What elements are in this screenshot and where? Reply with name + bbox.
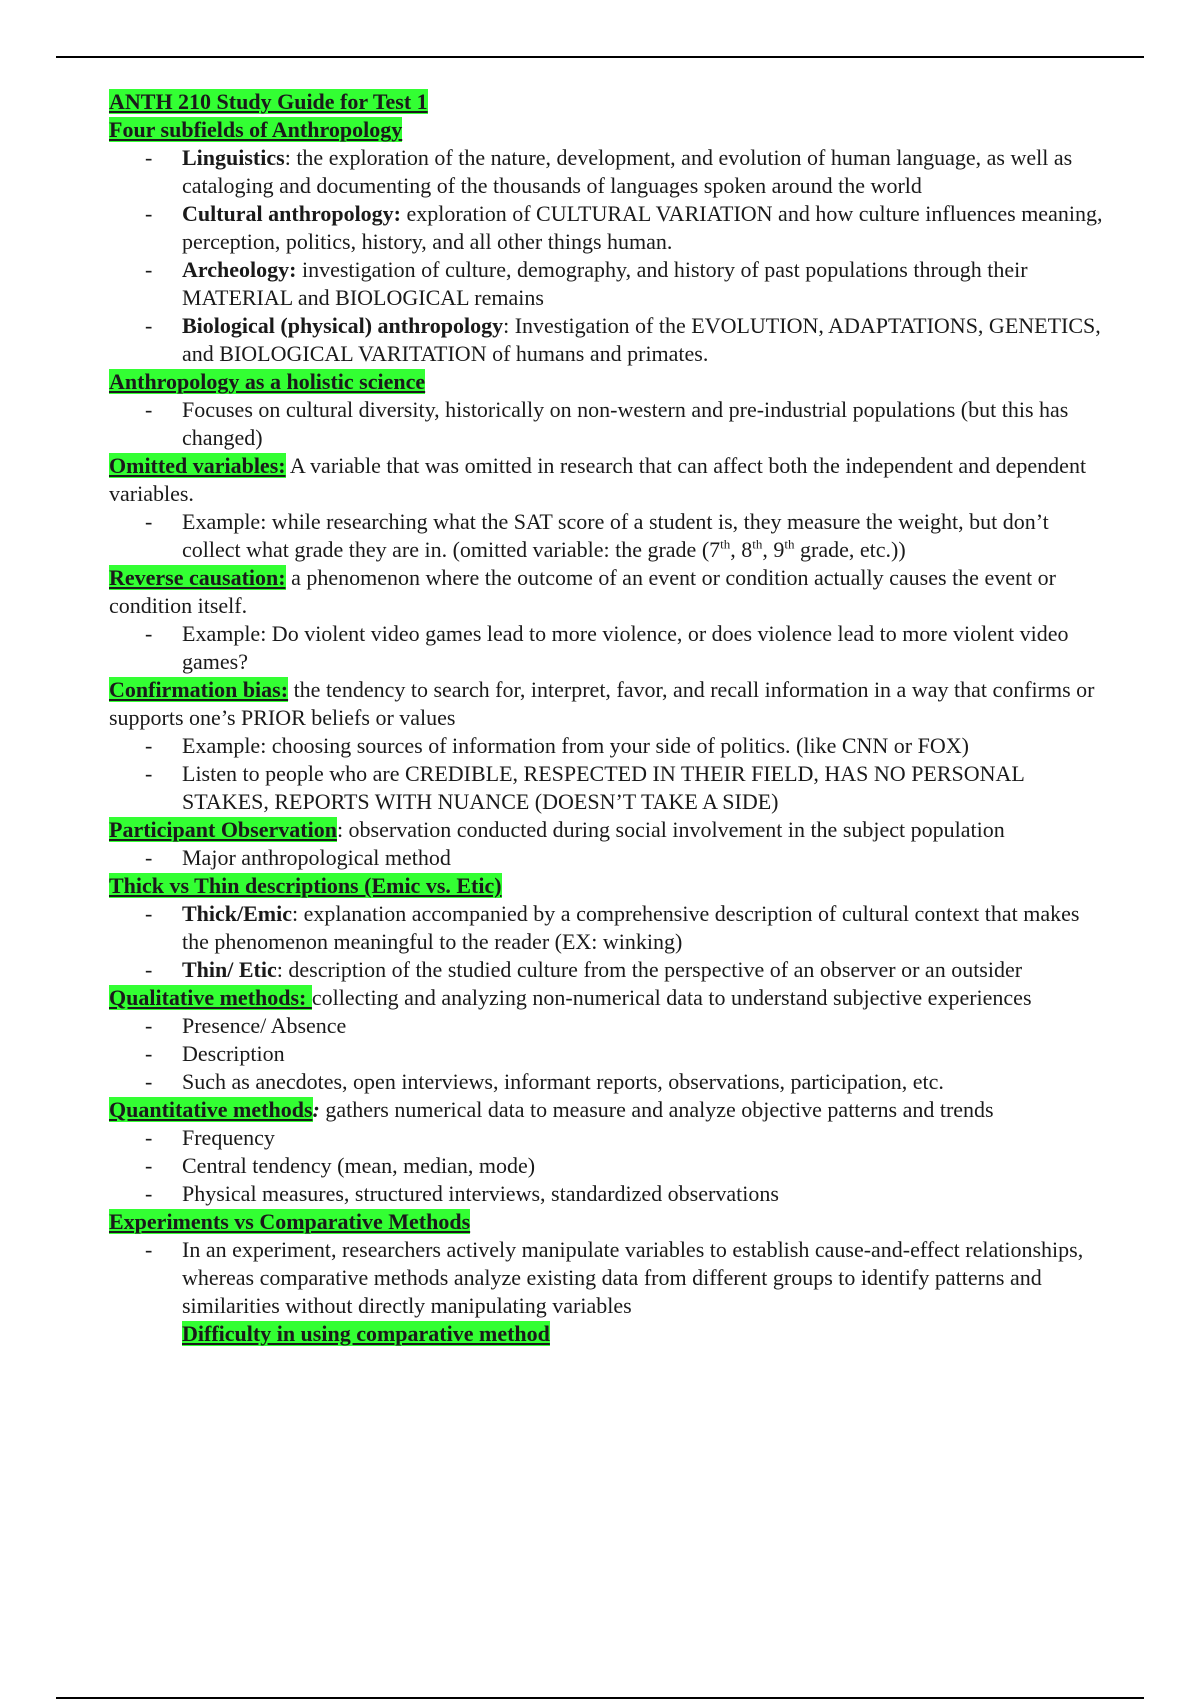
list-item: - Example: choosing sources of information from your side of politics. (like CNN or FOX) bbox=[109, 732, 1109, 760]
list-item bbox=[109, 256, 1109, 312]
term: Cultural anthropology: bbox=[182, 201, 402, 226]
term: Thick/Emic bbox=[182, 901, 293, 926]
study-guide-page bbox=[109, 88, 1109, 1348]
participant-definition: : observation conducted during social involvement in the subject population bbox=[336, 817, 1005, 842]
qualitative-heading-text: Qualitative methods: bbox=[109, 985, 312, 1010]
experiments-heading-text: Experiments vs Comparative Methods bbox=[109, 1209, 471, 1234]
list-item bbox=[109, 956, 1109, 984]
list-item: - Major anthropological method bbox=[109, 844, 1109, 872]
list-item: - Central tendency (mean, median, mode) bbox=[109, 1152, 1109, 1180]
list-item: - Such as anecdotes, open interviews, informant reports, observations, participation, etc. bbox=[109, 1068, 1109, 1096]
section-subfields-heading bbox=[109, 116, 1109, 144]
reverse-definition: a phenomenon where the outcome of an event or condition actually causes the event or condition itself. bbox=[109, 565, 1056, 618]
holistic-list bbox=[109, 396, 1109, 452]
subfields-list bbox=[109, 144, 1109, 368]
list-item: - Frequency bbox=[109, 1124, 1109, 1152]
confirmation-heading-text: Confirmation bias: bbox=[109, 677, 289, 702]
term: Thin/ Etic bbox=[182, 957, 277, 982]
bottom-rule bbox=[56, 1697, 1144, 1699]
list-item bbox=[109, 312, 1109, 368]
section-quantitative bbox=[109, 1096, 1109, 1124]
thick-list bbox=[109, 900, 1109, 984]
title-highlight: ANTH 210 Study Guide for Test 1 bbox=[109, 89, 428, 114]
section-confirmation bbox=[109, 676, 1109, 732]
section-omitted bbox=[109, 452, 1109, 508]
example-text: grade, etc.)) bbox=[794, 537, 906, 562]
section-experiments-heading bbox=[109, 1208, 1109, 1236]
qualitative-list bbox=[109, 1012, 1109, 1096]
confirmation-definition: the tendency to search for, interpret, favor, and recall information in a way that confirms or supports one’s PRIOR beliefs or values bbox=[109, 677, 1095, 730]
participant-heading-text: Participant Observation bbox=[109, 817, 337, 842]
definition: : description of the studied culture from the perspective of an observer or an outsider bbox=[276, 957, 1023, 982]
term: Archeology: bbox=[182, 257, 297, 282]
definition: : explanation accompanied by a comprehensive description of cultural context that makes the phenomenon meaningful to the reader (EX: winking) bbox=[182, 901, 1080, 954]
quantitative-colon: : bbox=[312, 1097, 320, 1122]
list-item: - Physical measures, structured interviews, standardized observations bbox=[109, 1180, 1109, 1208]
term: Biological (physical) anthropology bbox=[182, 313, 504, 338]
superscript: th bbox=[752, 536, 763, 552]
document-title bbox=[109, 88, 1109, 116]
superscript: th bbox=[784, 536, 795, 552]
list-item: - Description bbox=[109, 1040, 1109, 1068]
quantitative-list bbox=[109, 1124, 1109, 1208]
list-item bbox=[109, 200, 1109, 256]
section-reverse bbox=[109, 564, 1109, 620]
list-item bbox=[109, 144, 1109, 200]
qualitative-definition: collecting and analyzing non-numerical data to understand subjective experiences bbox=[311, 985, 1032, 1010]
section-qualitative bbox=[109, 984, 1109, 1012]
definition: exploration of CULTURAL VARIATION and how culture influences meaning, perception, politics, history, and all other things human. bbox=[182, 201, 1103, 254]
definition: : Investigation of the EVOLUTION, ADAPTATIONS, GENETICS, and BIOLOGICAL VARITATION of humans and primates. bbox=[182, 313, 1101, 366]
reverse-heading-text: Reverse causation: bbox=[109, 565, 286, 590]
omitted-definition: A variable that was omitted in research that can affect both the independent and dependent variables. bbox=[109, 453, 1087, 506]
list-item bbox=[109, 508, 1109, 564]
definition: investigation of culture, demography, and history of past populations through their MATERIAL and BIOLOGICAL remains bbox=[182, 257, 1028, 310]
example-text: Example: while researching what the SAT score of a student is, they measure the weight, but don’t collect what grade they are in. (omitted variable: the grade (7 bbox=[182, 509, 1049, 562]
quantitative-heading-text: Quantitative methods bbox=[109, 1097, 313, 1122]
participant-list bbox=[109, 844, 1109, 872]
omitted-list bbox=[109, 508, 1109, 564]
list-item bbox=[109, 900, 1109, 956]
comparative-difficulty-subheading bbox=[109, 1320, 1109, 1348]
term: Linguistics bbox=[182, 145, 285, 170]
section-holistic-heading bbox=[109, 368, 1109, 396]
thick-heading-text: Thick vs Thin descriptions (Emic vs. Etic) bbox=[109, 873, 502, 898]
experiments-list bbox=[109, 1236, 1109, 1320]
list-item: - Presence/ Absence bbox=[109, 1012, 1109, 1040]
list-item: - Example: Do violent video games lead to more violence, or does violence lead to more violent video games? bbox=[109, 620, 1109, 676]
quantitative-definition: gathers numerical data to measure and analyze objective patterns and trends bbox=[319, 1097, 994, 1122]
list-item: - In an experiment, researchers actively manipulate variables to establish cause-and-effect relationships, whereas comparative methods analyze existing data from different groups to identify patterns and similarities without directly manipulating variables bbox=[109, 1236, 1109, 1320]
list-item: - Listen to people who are CREDIBLE, RESPECTED IN THEIR FIELD, HAS NO PERSONAL STAKES, REPORTS WITH NUANCE (DOESN’T TAKE A SIDE) bbox=[109, 760, 1109, 816]
comparative-difficulty-text: Difficulty in using comparative method bbox=[182, 1321, 550, 1346]
example-text: , 8 bbox=[730, 537, 753, 562]
superscript: th bbox=[720, 536, 731, 552]
section-participant bbox=[109, 816, 1109, 844]
list-item: - Focuses on cultural diversity, historically on non-western and pre-industrial populations (but this has changed) bbox=[109, 396, 1109, 452]
holistic-heading-text: Anthropology as a holistic science bbox=[109, 369, 426, 394]
definition: : the exploration of the nature, development, and evolution of human language, as well as cataloging and documenting of the thousands of languages spoken around the world bbox=[182, 145, 1073, 198]
top-rule bbox=[56, 56, 1144, 58]
reverse-list bbox=[109, 620, 1109, 676]
confirmation-list bbox=[109, 732, 1109, 816]
example-text: , 9 bbox=[762, 537, 785, 562]
omitted-heading-text: Omitted variables: bbox=[109, 453, 286, 478]
subfields-heading-text: Four subfields of Anthropology bbox=[109, 117, 403, 142]
section-thick-heading bbox=[109, 872, 1109, 900]
